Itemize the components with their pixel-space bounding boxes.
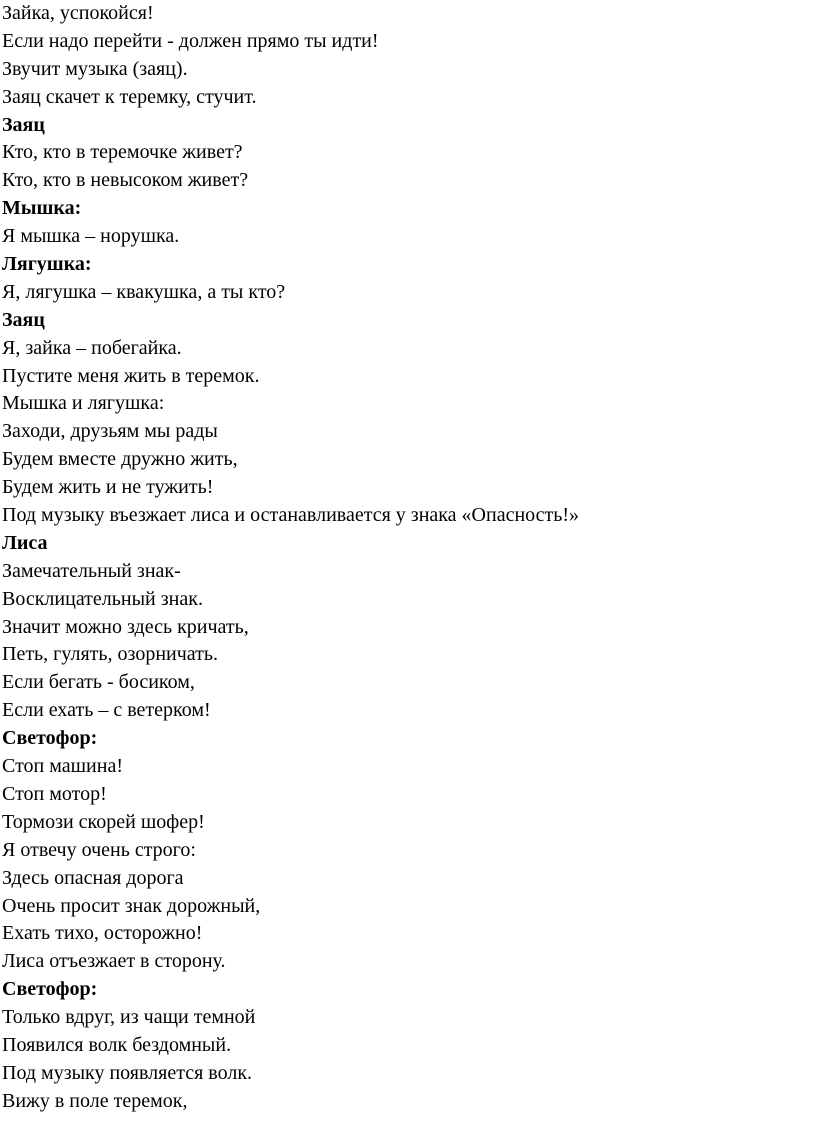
text-line: Под музыку въезжает лиса и останавливается у знака «Опасность!» bbox=[2, 504, 580, 527]
speaker-name: Светофор: bbox=[2, 727, 98, 750]
speaker-name: Лиса bbox=[2, 531, 48, 554]
text-line: Ехать тихо, осторожно! bbox=[2, 922, 203, 945]
text-line: Зайка, успокойся! bbox=[2, 2, 154, 24]
text-line: Звучит музыка (заяц). bbox=[2, 57, 188, 80]
text-line: Если надо перейти - должен прямо ты идти! bbox=[2, 29, 379, 52]
text-line: Лиса отъезжает в сторону. bbox=[2, 950, 226, 973]
text-line: Значит можно здесь кричать, bbox=[2, 615, 249, 638]
text-line: Появился волк бездомный. bbox=[2, 1033, 232, 1056]
text-line: Стоп машина! bbox=[2, 755, 123, 778]
text-line: Я, зайка – побегайка. bbox=[2, 336, 182, 359]
text-line: Я мышка – норушка. bbox=[2, 225, 180, 248]
speaker-name: Лягушка: bbox=[2, 253, 92, 276]
text-line: Восклицательный знак. bbox=[2, 587, 203, 610]
text-line: Кто, кто в теремочке живет? bbox=[2, 141, 243, 164]
text-line: Будем жить и не тужить! bbox=[2, 476, 214, 499]
text-line: Замечательный знак- bbox=[2, 559, 181, 582]
speaker-name: Заяц bbox=[2, 113, 45, 136]
document-body bbox=[2, 0, 812, 1116]
text-line: Тормози скорей шофер! bbox=[2, 810, 205, 833]
text-line: Здесь опасная дорога bbox=[2, 866, 184, 889]
speaker-name: Мышка: bbox=[2, 197, 82, 220]
text-line: Очень просит знак дорожный, bbox=[2, 894, 261, 917]
text-line: Вижу в поле теремок, bbox=[2, 1089, 188, 1112]
text-line: Заходи, друзьям мы рады bbox=[2, 420, 218, 443]
text-line: Стоп мотор! bbox=[2, 782, 107, 805]
text-line: Заяц скачет к теремку, стучит. bbox=[2, 85, 257, 108]
text-line: Мышка и лягушка: bbox=[2, 392, 165, 415]
text-line: Под музыку появляется волк. bbox=[2, 1061, 253, 1084]
text-line: Пустите меня жить в теремок. bbox=[2, 364, 260, 387]
text-line: Петь, гулять, озорничать. bbox=[2, 643, 219, 666]
text-line: Если бегать - босиком, bbox=[2, 671, 195, 694]
text-line: Я, лягушка – квакушка, а ты кто? bbox=[2, 280, 286, 303]
text-line: Если ехать – с ветерком! bbox=[2, 699, 211, 722]
text-line: Только вдруг, из чащи темной bbox=[2, 1006, 256, 1029]
text-line: Я отвечу очень строго: bbox=[2, 838, 196, 861]
text-line: Кто, кто в невысоком живет? bbox=[2, 169, 249, 192]
speaker-name: Светофор: bbox=[2, 978, 98, 1001]
speaker-name: Заяц bbox=[2, 308, 45, 331]
text-line: Будем вместе дружно жить, bbox=[2, 448, 238, 471]
